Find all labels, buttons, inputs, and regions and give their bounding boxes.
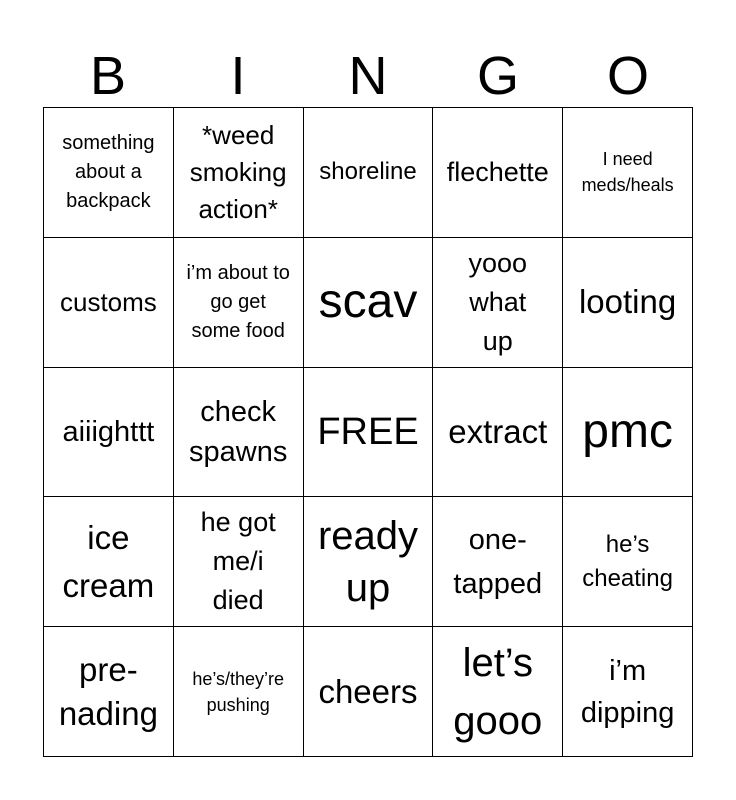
cell-text: he’s cheating [582, 530, 673, 592]
cell-text: one-tapped [453, 523, 543, 600]
bingo-cell[interactable] [433, 238, 563, 368]
header-letter-o: O [606, 46, 649, 106]
cell-text: let’s gooo [453, 640, 543, 743]
bingo-cell[interactable] [44, 368, 174, 498]
bingo-cell[interactable] [304, 497, 434, 627]
bingo-cell[interactable] [44, 238, 174, 368]
header-letter-b: B [89, 46, 127, 106]
bingo-cell[interactable] [433, 108, 563, 238]
cell-text: check spawns [189, 395, 288, 468]
bingo-cell[interactable] [563, 108, 693, 238]
header-letter-n: N [348, 46, 388, 106]
bingo-cell[interactable] [304, 627, 434, 757]
cell-text: pmc [582, 404, 673, 458]
bingo-cell[interactable] [44, 108, 174, 238]
cell-text: scav [318, 275, 418, 329]
cell-text: I need meds/heals [581, 149, 674, 196]
bingo-card [43, 107, 693, 757]
cell-text: aiiighttt [62, 415, 155, 448]
cell-text: i’m about to go get some food [186, 261, 290, 342]
cell-text: something about a backpack [62, 131, 155, 212]
bingo-cell[interactable] [433, 368, 563, 498]
bingo-cell[interactable] [304, 238, 434, 368]
bingo-cell[interactable] [174, 368, 304, 498]
cell-text: extract [448, 412, 548, 450]
cell-text: ready up [317, 513, 419, 610]
cell-text: he got me/i died [200, 507, 276, 616]
bingo-cell[interactable] [433, 497, 563, 627]
bingo-cell[interactable] [304, 368, 434, 498]
bingo-cell[interactable] [563, 368, 693, 498]
bingo-cell[interactable] [563, 238, 693, 368]
bingo-cell[interactable] [433, 627, 563, 757]
bingo-cell[interactable] [174, 108, 304, 238]
bingo-cell[interactable] [174, 497, 304, 627]
bingo-cell[interactable] [44, 497, 174, 627]
bingo-cell[interactable] [174, 238, 304, 368]
cell-text: i’m dipping [580, 654, 675, 729]
bingo-cell[interactable] [563, 497, 693, 627]
cell-text: he’s/they’re pushing [192, 668, 285, 715]
cell-text: flechette [446, 156, 549, 187]
cell-text: cheers [318, 672, 418, 710]
bingo-cell[interactable] [44, 627, 174, 757]
cell-text: shoreline [319, 158, 417, 186]
cell-text: *weed smoking action* [189, 119, 287, 224]
cell-text: pre-nading [58, 650, 158, 732]
bingo-cell[interactable] [563, 627, 693, 757]
cell-text: looting [578, 283, 677, 321]
bingo-header [43, 46, 693, 106]
cell-text: ice cream [62, 518, 155, 604]
header-letter-i: I [230, 46, 246, 106]
cell-text: yooo what up [468, 247, 528, 356]
cell-text: customs [59, 286, 157, 317]
header-letter-g: G [476, 46, 519, 106]
bingo-cell[interactable] [304, 108, 434, 238]
bingo-cell[interactable] [174, 627, 304, 757]
cell-text: FREE [317, 410, 419, 453]
